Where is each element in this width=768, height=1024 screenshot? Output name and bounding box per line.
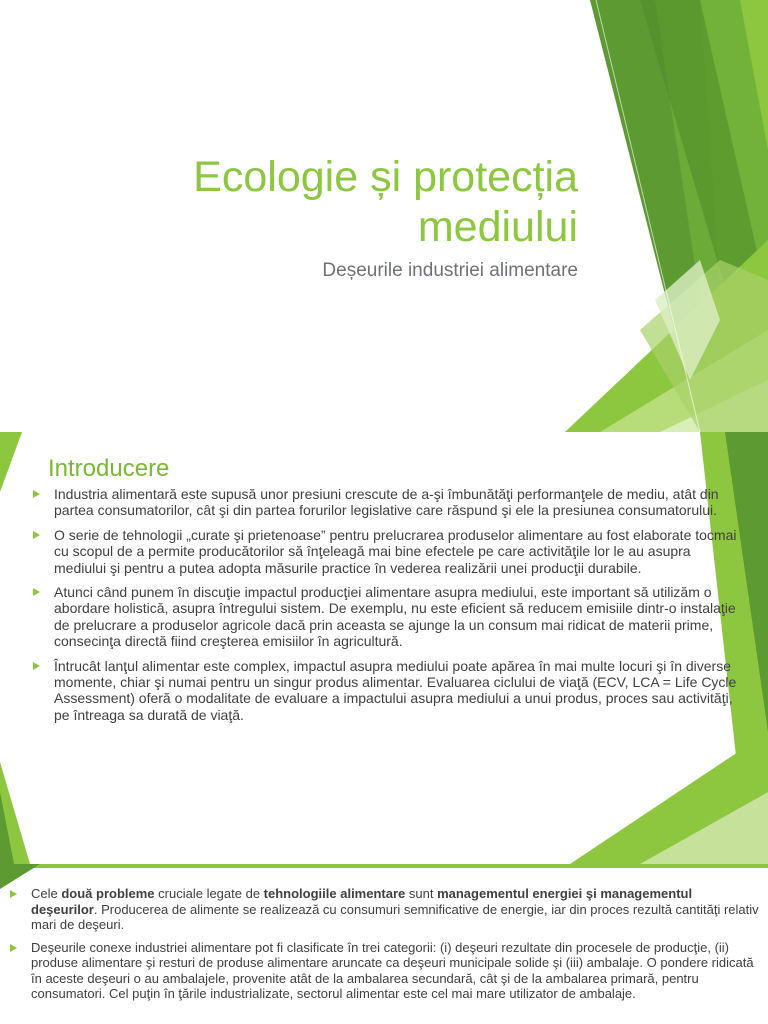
list-item — [10, 886, 762, 933]
list-item — [32, 658, 744, 724]
bold-text: tehnologiile alimentare — [263, 886, 406, 901]
bullet-text: Deşeurile conexe industriei alimentare pot fi clasificate în trei categorii: (i) deşeuri rezultate din procesele de producţie, (ii) produse alimentare şi resturi de produse alimentare aruncate ca deşeuri municipale solide şi (iii) ambalaje. O pondere ridicată în aceste deşeuri o au ambalajele, provenite atât de la ambalarea secundară, cât şi de la ambalarea primară, pentru consumatori. Cel puţin în ţările industrializate, sectorul alimentar este cel mai mare utilizator de ambalaje. — [31, 939, 754, 1001]
bullet-text: Atunci când punem în discuţie impactul producţiei alimentare asupra mediului, este important să utilizăm o abordare holistică, asupra întregului sistem. De exemplu, nu este eficient să reducem emisiile dintr-o instalaţie de prelucrare a produselor agricole dacă prin aceasta se ajunge la un consum mai ridicat de materii prime, consecinţa directă fiind creşterea emisiilor în agricultură. — [54, 584, 736, 650]
bullet-list — [32, 486, 744, 731]
title-slide — [0, 0, 768, 432]
bullet-text: Întrucât lanţul alimentar este complex, impactul asupra mediului poate apărea în mai multe locuri şi în diverse momente, chiar şi numai pentru un singur produs alimentar. Evaluarea ciclului de viaţă (ECV, LCA = Life Cycle Assessment) oferă o modalitate de evaluare a impactului asupra mediului a unui produs, proces sau activităţi, pe întreaga sa durată de viaţă. — [54, 657, 737, 723]
slide-title — [58, 152, 578, 252]
bullet-arrow-icon — [33, 588, 40, 596]
slide-subtitle: Deșeurile industriei alimentare — [322, 260, 578, 281]
waste-slide — [0, 864, 768, 1024]
bullet-text: Cele două probleme cruciale legate de tehnologiile alimentare sunt managementul energiei şi managementul deşeurilor. Producerea de alimente se realizează cu consumuri semnificative de energie, iar din proces rezultă cantităţi relativ mari de deşeuri. — [31, 886, 759, 932]
bold-text: managementul energiei şi managementul deşeurilor — [31, 886, 693, 917]
bullet-text: O serie de tehnologii „curate şi prietenoase” pentru prelucrarea produselor alimentare au fost elaborate tocmai cu scopul de a permite producătorilor să înţeleagă mai bine efectele pe care activităţile lor le au asupra mediului şi pentru a putea adopta măsurile practice în vederea realizării unei producţii durabile. — [54, 526, 737, 576]
list-item — [10, 940, 762, 1002]
title-line-1: Ecologie și protecția — [193, 153, 578, 201]
list-item — [32, 486, 744, 519]
section-heading: Introducere — [48, 455, 170, 482]
bold-text: două probleme — [61, 886, 155, 901]
bullet-arrow-icon — [33, 490, 40, 498]
bullet-arrow-icon — [10, 890, 17, 898]
bullet-arrow-icon — [10, 944, 17, 952]
list-item — [32, 584, 744, 650]
bullet-arrow-icon — [33, 662, 40, 670]
bullet-text: Industria alimentară este supusă unor presiuni crescute de a-şi îmbunătăţi performanţele de mediu, atât din partea consumatorilor, cât şi din partea forurilor legislative care răspund şi ele la presiunea consumatorului. — [54, 486, 719, 519]
list-item — [32, 527, 744, 576]
title-line-2: mediului — [417, 203, 578, 251]
introduction-slide — [0, 432, 768, 864]
bullet-arrow-icon — [33, 531, 40, 539]
bullet-list — [10, 886, 762, 1009]
